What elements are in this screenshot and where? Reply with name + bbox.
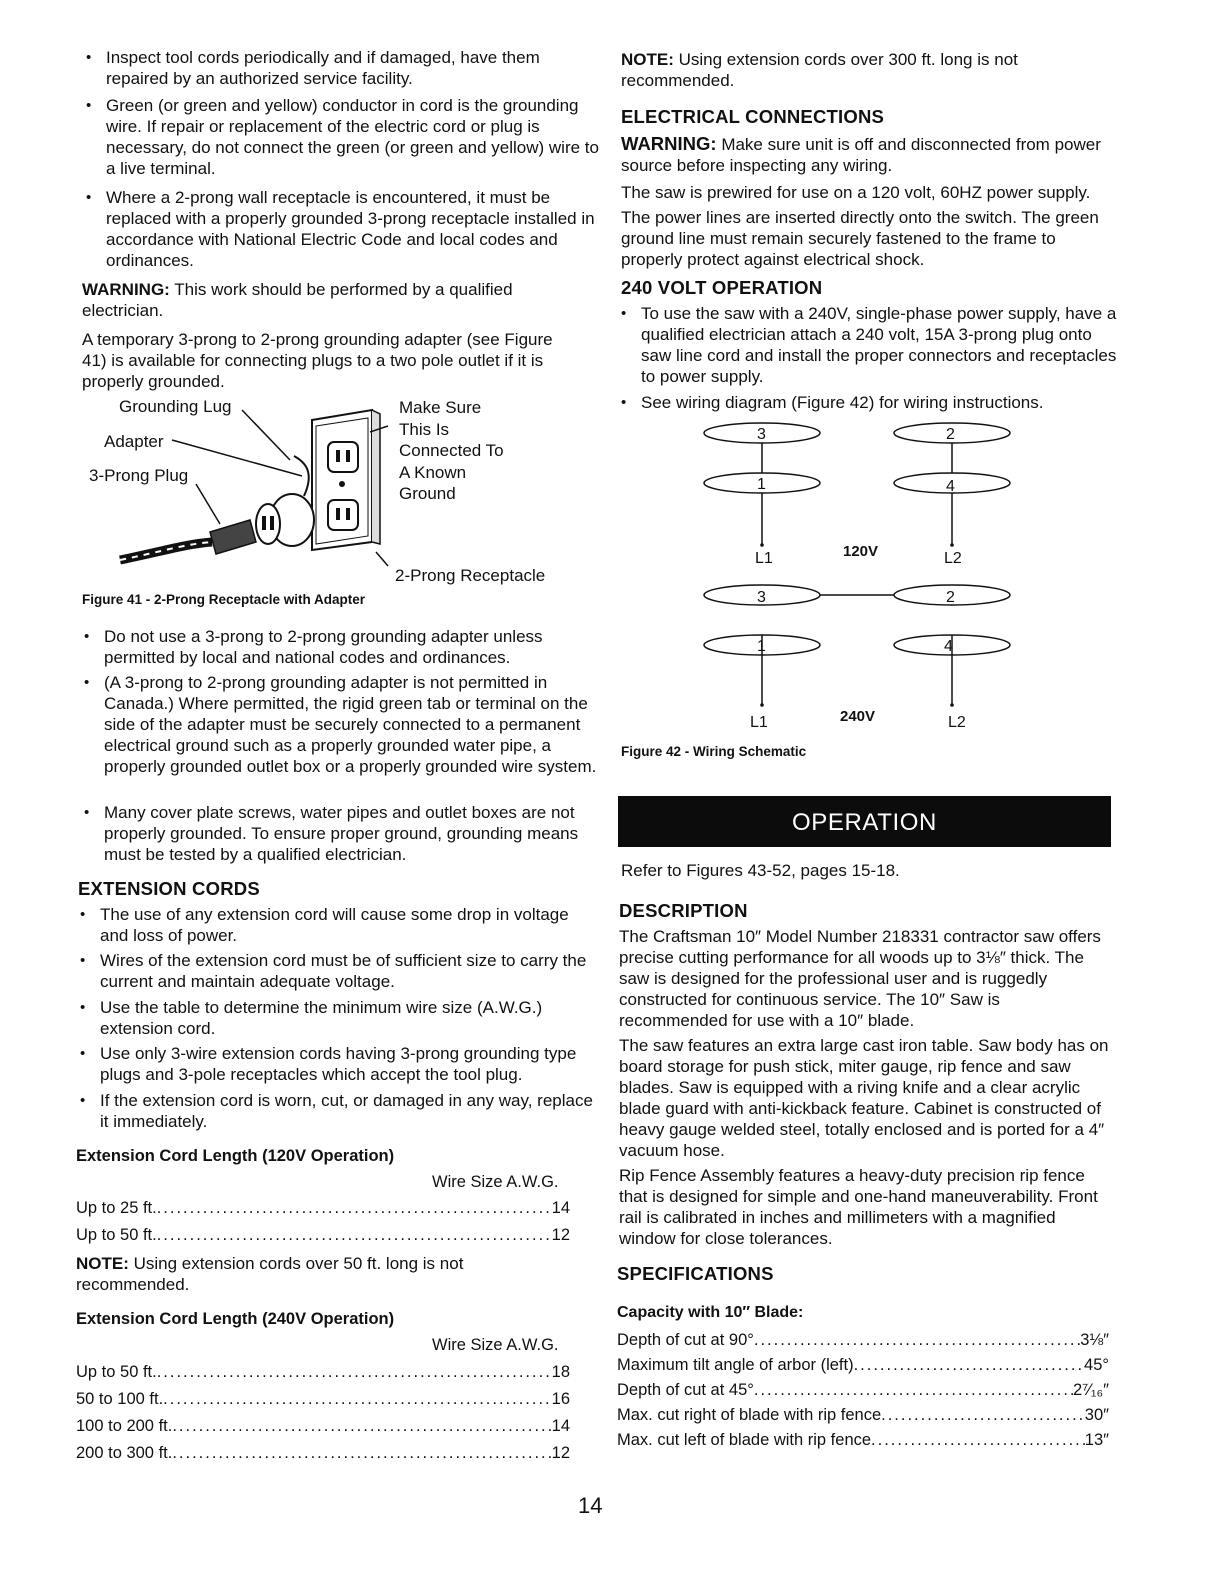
note-text: Using extension cords over 50 ft. long is not recommended.: [76, 1254, 464, 1294]
prewired-text: The saw is prewired for use on a 120 volt, 60HZ power supply.: [621, 183, 1091, 202]
spec-label: Max. cut left of blade with rip fence: [617, 1431, 872, 1449]
row-gauge: 18: [551, 1363, 570, 1381]
term-2-120v: 2: [946, 426, 955, 443]
bullet-240v-supply: • To use the saw with a 240V, single-phase power supply, have a qualified electrician attach a 240 volt, 15A 3-prong plug onto saw line cord and install the proper connectors and receptacles to power supply.: [617, 303, 1123, 387]
bullet-ext-table: • Use the table to determine the minimum wire size (A.W.G.) extension cord.: [76, 997, 596, 1039]
electrical-warning: [621, 133, 1101, 176]
warning-qualified-electrician: [82, 279, 562, 321]
bullet-canada: • (A 3-prong to 2-prong grounding adapter is not permitted in Canada.) Where permitted, the rigid green tab or terminal on the side of the adapter must be securely connected to a permanent electrical ground such as a properly grounded water pipe, a properly grounded outlet box or a properly grounded wire system.: [80, 672, 600, 777]
term-1-120v: 1: [757, 476, 766, 493]
spec-label: Depth of cut at 45°: [617, 1381, 754, 1399]
table-240v-col-header: Wire Size A.W.G.: [432, 1336, 559, 1354]
note-50ft: [76, 1253, 516, 1295]
table-row: [76, 1362, 570, 1382]
wall-plate: [312, 410, 380, 550]
spec-label: Max. cut right of blade with rip fence: [617, 1406, 882, 1424]
spec-value: 2⁷⁄₁₆″: [1073, 1381, 1109, 1399]
spec-row: [617, 1405, 1109, 1425]
label-l1-240v: L1: [750, 714, 768, 731]
bullet-wiring-diagram: • See wiring diagram (Figure 42) for wiring instructions.: [617, 392, 1123, 413]
figure-41-caption: Figure 41 - 2-Prong Receptacle with Adapter: [82, 592, 366, 607]
page-number: 14: [578, 1493, 603, 1518]
figure-42-caption: Figure 42 - Wiring Schematic: [621, 744, 807, 759]
label-grounding-lug: Grounding Lug: [119, 397, 232, 416]
spec-value: 3⅛″: [1080, 1331, 1109, 1349]
table-row: [76, 1198, 570, 1218]
spec-value: 13″: [1084, 1431, 1109, 1449]
label-l1-120v: L1: [755, 550, 773, 567]
row-gauge: 12: [551, 1226, 570, 1244]
row-length: 50 to 100 ft.: [76, 1390, 164, 1408]
row-length: Up to 50 ft.: [76, 1363, 157, 1381]
bullet-ext-worn: • If the extension cord is worn, cut, or damaged in any way, replace it immediately.: [76, 1090, 596, 1132]
bullet-ext-size: • Wires of the extension cord must be of sufficient size to carry the current and maintain adequate voltage.: [76, 950, 596, 992]
table-row: [76, 1416, 570, 1436]
label-make-sure-2: This Is: [399, 420, 450, 439]
adapter-paragraph: A temporary 3-prong to 2-prong grounding adapter (see Figure 41) is available for connecting plugs to a two pole outlet if it is properly grounded.: [82, 330, 553, 391]
warning-text: Make sure unit is off and disconnected from power source before inspecting any wiring.: [621, 135, 1101, 175]
adapter-body: [256, 456, 314, 546]
row-gauge: 14: [551, 1417, 570, 1435]
term-4-240v: 4: [944, 638, 953, 655]
label-make-sure-4: A Known: [399, 463, 467, 482]
label-l2-120v: L2: [944, 550, 962, 567]
table-row: [76, 1225, 570, 1245]
label-make-sure-5: Ground: [399, 484, 456, 503]
row-length: Up to 50 ft.: [76, 1226, 157, 1244]
term-4-120v: 4: [946, 478, 955, 495]
table-120v-title: Extension Cord Length (120V Operation): [76, 1147, 395, 1165]
bullet-adapter-codes: • Do not use a 3-prong to 2-prong grounding adapter unless permitted by local and national codes and ordinances.: [80, 626, 600, 668]
label-3-prong-plug: 3-Prong Plug: [89, 466, 189, 485]
spec-row: [617, 1355, 1109, 1375]
row-length: 200 to 300 ft.: [76, 1444, 173, 1462]
bullet-ext-3wire: • Use only 3-wire extension cords having 3-prong grounding type plugs and 3-pole receptacles which accept the tool plug.: [76, 1043, 596, 1085]
bullet-green-conductor: • Green (or green and yellow) conductor in cord is the grounding wire. If repair or replacement of the electric cord or plug is necessary, do not connect the green (or green and yellow) wire to a live terminal.: [82, 95, 602, 179]
label-adapter: Adapter: [104, 432, 164, 451]
spec-row: [617, 1380, 1109, 1400]
refer-figures-text: Refer to Figures 43-52, pages 15-18.: [621, 861, 900, 880]
spec-row: [617, 1430, 1109, 1450]
spec-value: 30″: [1084, 1406, 1109, 1424]
label-l2-240v: L2: [948, 714, 966, 731]
bullet-2prong-receptacle: • Where a 2-prong wall receptacle is encountered, it must be replaced with a properly grounded 3-prong receptacle installed in accordance with National Electric Code and local codes and ordinances.: [82, 187, 602, 271]
term-3-240v: 3: [757, 589, 766, 606]
label-2-prong-receptacle: 2-Prong Receptacle: [395, 566, 546, 585]
note-label: NOTE:: [621, 50, 674, 69]
bullet-inspect-cords: • Inspect tool cords periodically and if damaged, have them repaired by an authorized service facility.: [82, 47, 602, 89]
spec-label: Depth of cut at 90°: [617, 1331, 754, 1349]
description-heading: DESCRIPTION: [619, 900, 748, 921]
spec-label: Maximum tilt angle of arbor (left): [617, 1356, 854, 1374]
electrical-connections-heading: ELECTRICAL CONNECTIONS: [621, 106, 885, 127]
warning-label: WARNING:: [621, 133, 717, 154]
description-para-2: The saw features an extra large cast iron table. Saw body has on board storage for push stick, miter gauge, rip fence and saw blades. Saw is equipped with a riving knife and a clear acrylic blade guard with anti-kickback feature. Cabinet is constructed of heavy gauge welded steel, totally enclosed and is ported for a 4″ vacuum hose.: [619, 1036, 1109, 1160]
row-gauge: 12: [551, 1444, 570, 1462]
note-300ft: [621, 49, 1101, 91]
row-length: 100 to 200 ft.: [76, 1417, 173, 1435]
description-para-1: The Craftsman 10″ Model Number 218331 contractor saw offers precise cutting performance for all woods up to 3⅛″ thick. The saw is designed for the professional user and is ruggedly constructed for continuous service. The 10″ Saw is recommended for use with a 10″ blade.: [619, 927, 1101, 1030]
warning-label: WARNING:: [82, 280, 170, 299]
specifications-heading: SPECIFICATIONS: [617, 1263, 774, 1284]
row-gauge: 16: [551, 1390, 570, 1408]
table-120v-col-header: Wire Size A.W.G.: [432, 1173, 559, 1191]
label-make-sure-3: Connected To: [399, 441, 504, 460]
row-gauge: 14: [551, 1199, 570, 1217]
spec-value: 45°: [1084, 1356, 1109, 1374]
power-lines-text: The power lines are inserted directly onto the switch. The green ground line must remain securely fastened to the frame to properly protect against electrical shock.: [621, 208, 1099, 269]
label-240v: 240V: [840, 708, 876, 725]
note-label: NOTE:: [76, 1254, 129, 1273]
term-1-240v: 1: [757, 638, 766, 655]
label-make-sure-1: Make Sure: [399, 398, 482, 417]
term-3-120v: 3: [757, 426, 766, 443]
extension-cords-heading: EXTENSION CORDS: [78, 878, 260, 899]
bullet-cover-plate: • Many cover plate screws, water pipes and outlet boxes are not properly grounded. To ensure proper ground, grounding means must be tested by a qualified electrician.: [80, 802, 600, 865]
term-2-240v: 2: [946, 589, 955, 606]
table-240v-title: Extension Cord Length (240V Operation): [76, 1310, 395, 1328]
warning-text: This work should be performed by a qualified electrician.: [82, 280, 513, 320]
table-row: [76, 1443, 570, 1463]
240-volt-heading: 240 VOLT OPERATION: [621, 277, 823, 298]
label-120v: 120V: [843, 543, 879, 560]
wiring-schematic: [690, 415, 1030, 735]
note-text: Using extension cords over 300 ft. long is not recommended.: [621, 50, 1018, 90]
table-row: [76, 1389, 570, 1409]
capacity-subheading: Capacity with 10″ Blade:: [617, 1304, 804, 1321]
bullet-ext-drop: • The use of any extension cord will cause some drop in voltage and loss of power.: [76, 904, 596, 946]
3-prong-plug: [120, 520, 256, 560]
spec-row: [617, 1330, 1109, 1350]
description-para-3: Rip Fence Assembly features a heavy-duty precision rip fence that is designed for simple and one-hand maneuverability. Front rail is calibrated in inches and millimeters with a magnified window for close tolerances.: [619, 1166, 1098, 1248]
operation-section-bar: OPERATION: [618, 796, 1111, 847]
row-length: Up to 25 ft.: [76, 1199, 157, 1217]
receptacle-adapter-illustration: [90, 392, 400, 582]
